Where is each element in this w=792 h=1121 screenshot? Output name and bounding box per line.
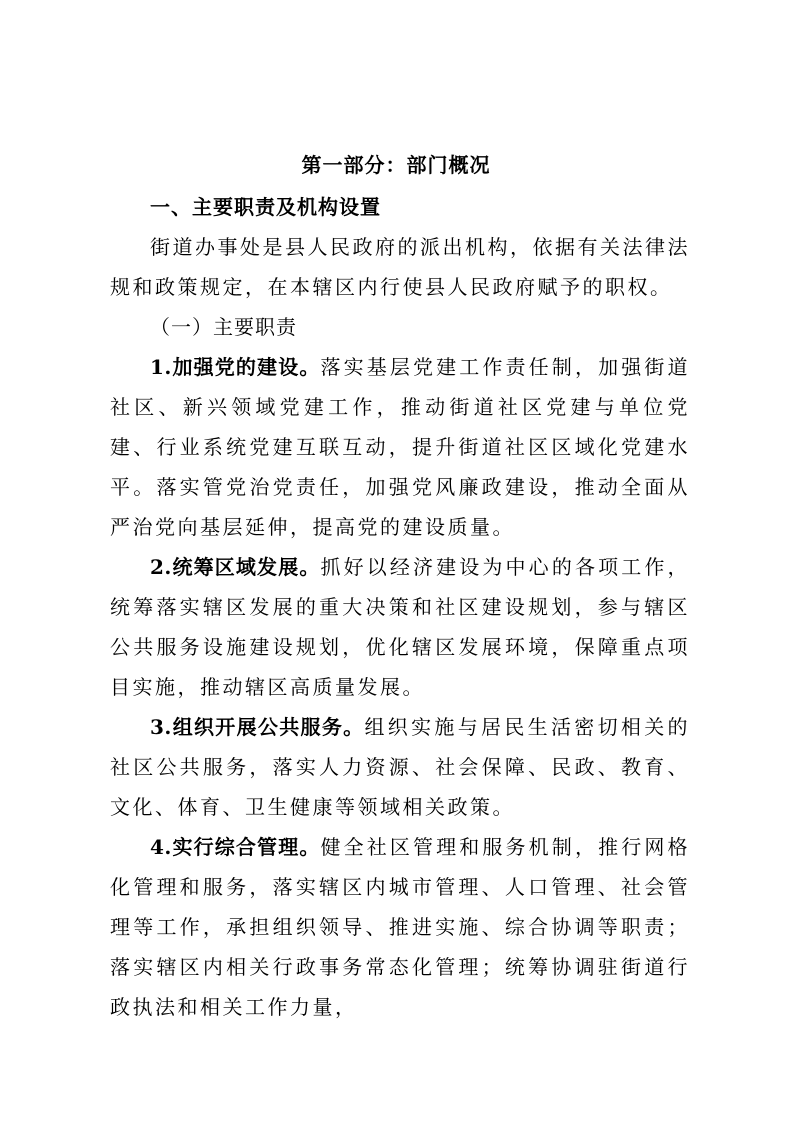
item-text: 组织实施与居民生活密切相关的社区公共服务，落实人力资源、社会保障、民政、教育、文化、体育、卫生健康等领域相关政策。 — [110, 715, 691, 819]
subheading: （一）主要职责 — [150, 315, 297, 339]
list-item — [110, 707, 690, 827]
list-item — [110, 347, 690, 547]
item-text: 健全社区管理和服务机制，推行网格化管理和服务，落实辖区内城市管理、人口管理、社会管理等工作，承担组织领导、推进实施、综合协调等职责；落实辖区内相关行政事务常态化管理；统筹协调驻街道行政执法和相关工作力量， — [110, 835, 690, 1019]
intro-paragraph: 街道办事处是县人民政府的派出机构，依据有关法律法规和政策规定，在本辖区内行使县人民政府赋予的职权。 — [110, 235, 690, 299]
item-lead: 1.加强党的建设。 — [150, 355, 321, 379]
list-item — [110, 827, 690, 1027]
item-text: 落实基层党建工作责任制，加强街道社区、新兴领域党建工作，推动街道社区党建与单位党建、行业系统党建互联互动，提升街道社区区域化党建水平。落实管党治党责任，加强党风廉政建设，推动全面从严治党向基层延伸，提高党的建设质量。 — [110, 355, 690, 539]
item-lead: 4.实行综合管理。 — [150, 835, 321, 859]
document-body — [110, 227, 690, 1027]
section-heading: 一、主要职责及机构设置 — [150, 195, 381, 219]
page-title: 第一部分：部门概况 — [301, 153, 491, 177]
item-text: 抓好以经济建设为中心的各项工作，统筹落实辖区发展的重大决策和社区建设规划，参与辖区公共服务设施建设规划，优化辖区发展环境，保障重点项目实施，推动辖区高质量发展。 — [110, 555, 690, 699]
item-lead: 3.组织开展公共服务。 — [150, 715, 365, 739]
list-item — [110, 547, 690, 707]
item-lead: 2.统筹区域发展。 — [150, 555, 321, 579]
